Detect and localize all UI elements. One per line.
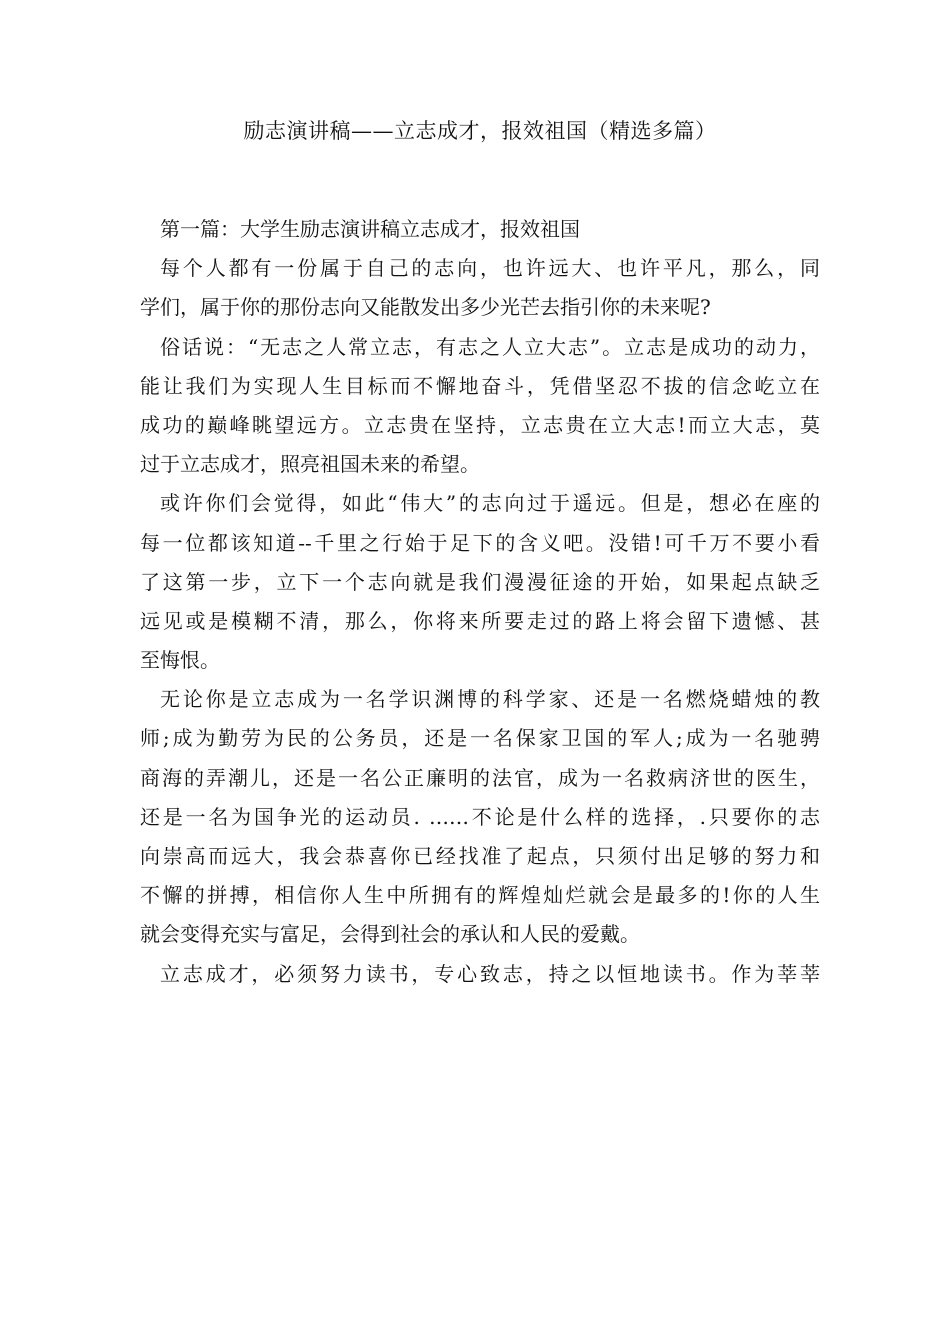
document-body [140, 210, 820, 994]
paragraph-line: 或许你们会觉得，如此“伟大”的志向过于遥远。但是，想必在座的 [160, 491, 820, 516]
paragraph [140, 955, 820, 994]
paragraph-line: 每个人都有一份属于自己的志向，也许远大、也许平凡，那么，同 [160, 256, 820, 281]
paragraph [140, 328, 820, 485]
paragraph-line: 还是一名为国争光的运动员. ……不论是什么样的选择，.只要你的志 [140, 804, 820, 829]
paragraph [140, 484, 820, 680]
paragraph-line: 就会变得充实与富足，会得到社会的承认和人民的爱戴。 [140, 922, 640, 947]
paragraph-line: 立志成才，必须努力读书，专心致志，持之以恒地读书。作为莘莘 [160, 961, 820, 986]
paragraph-line: 向崇高而远大，我会恭喜你已经找准了起点，只须付出足够的努力和 [140, 844, 820, 868]
paragraph-line: 至悔恨。 [140, 648, 220, 673]
paragraph-line: 俗话说：“无志之人常立志，有志之人立大志”。立志是成功的动力， [160, 334, 820, 359]
document-title: 励志演讲稿——立志成才，报效祖国（精选多篇） [243, 119, 717, 143]
paragraph-line: 第一篇：大学生励志演讲稿立志成才，报效祖国 [160, 217, 580, 241]
paragraph-line: 了这第一步，立下一个志向就是我们漫漫征途的开始，如果起点缺乏 [140, 569, 820, 594]
paragraph-line: 师;成为勤劳为民的公务员，还是一名保家卫国的军人;成为一名驰骋 [140, 726, 820, 751]
paragraph [140, 210, 820, 249]
paragraph [140, 680, 820, 954]
paragraph-line: 能让我们为实现人生目标而不懈地奋斗，凭借坚忍不拔的信念屹立在 [140, 373, 820, 398]
paragraph [140, 249, 820, 327]
paragraph-line: 每一位都该知道--千里之行始于足下的含义吧。没错!可千万不要小看 [140, 530, 820, 555]
paragraph-line: 成功的巅峰眺望远方。立志贵在坚持，立志贵在立大志!而立大志，莫 [140, 412, 820, 437]
paragraph-line: 远见或是模糊不清，那么，你将来所要走过的路上将会留下遗憾、甚 [140, 608, 820, 633]
paragraph-line: 无论你是立志成为一名学识渊博的科学家、还是一名燃烧蜡烛的教 [160, 687, 820, 712]
paragraph-line: 过于立志成才，照亮祖国未来的希望。 [140, 452, 480, 477]
paragraph-line: 不懈的拼搏，相信你人生中所拥有的辉煌灿烂就会是最多的!你的人生 [140, 883, 820, 908]
paragraph-line: 学们，属于你的那份志向又能散发出多少光芒去指引你的未来呢? [140, 295, 711, 320]
paragraph-line: 商海的弄潮儿，还是一名公正廉明的法官，成为一名救病济世的医生， [140, 765, 820, 790]
